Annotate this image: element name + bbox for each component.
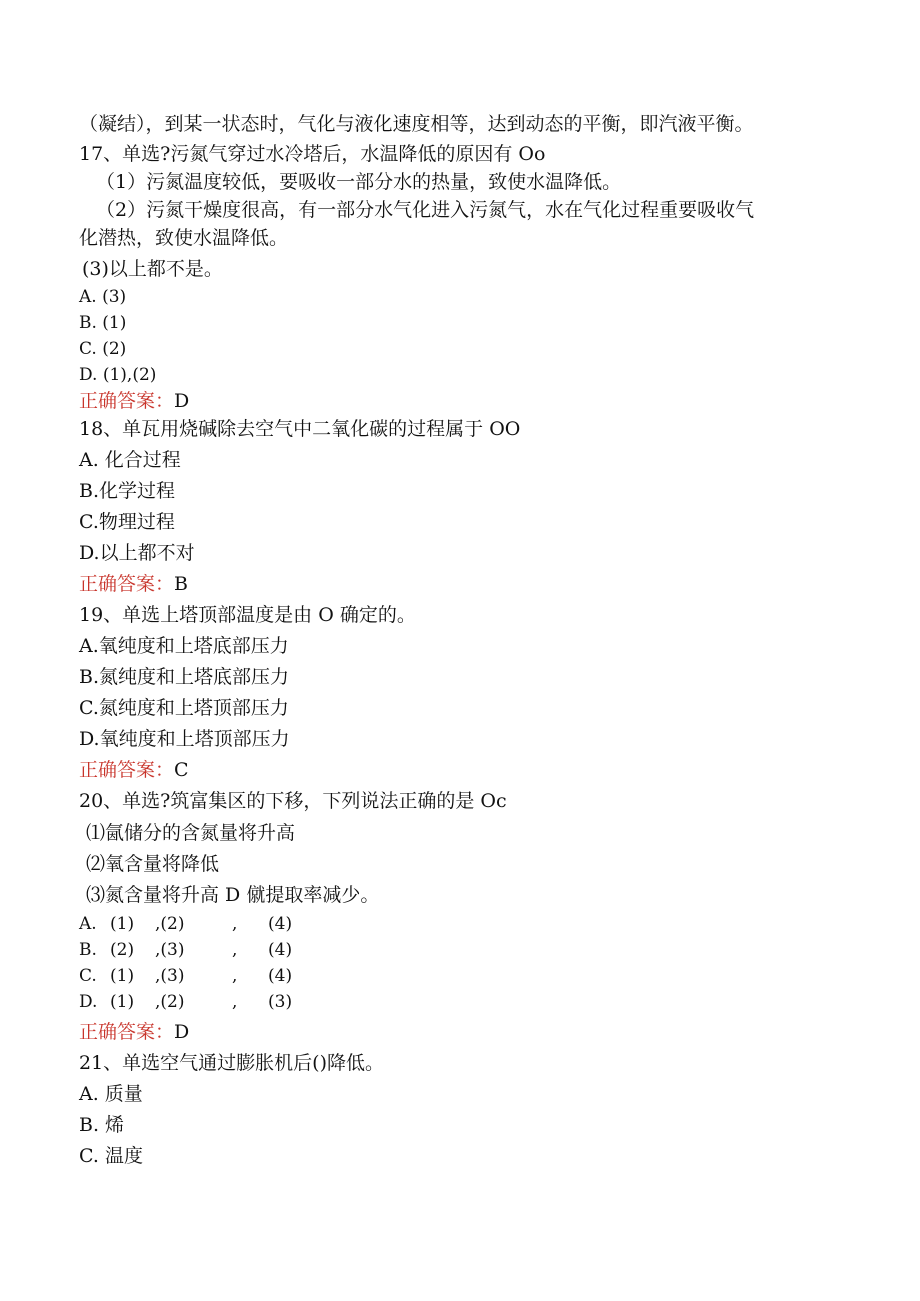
q17-option-a: A. (3) [79,287,127,307]
option-part: (1) [110,992,135,1012]
q18-option-a: A. 化合过程 [79,449,181,471]
q20-option-b [79,938,339,962]
option-part: ,(2) [155,992,185,1012]
q17-statement-3: (3)以上都不是。 [82,258,223,280]
intro-line: （凝结），到某一状态时，气化与液化速度相等，达到动态的平衡，即汽液平衡。 [79,113,754,135]
option-letter: B. [79,940,97,960]
option-part: (1) [110,914,135,934]
option-part: , [232,992,238,1012]
q20-title: 20、单选?筑富集区的下移，下列说法正确的是 Oc [79,790,507,812]
q20-statement-1: ⑴氤储分的含氮量将升高 [86,822,296,844]
answer-label: 正确答案： [79,573,175,595]
q19-answer [79,758,189,782]
option-part: ,(2) [155,914,185,934]
option-part: , [232,940,238,960]
option-part: (4) [268,940,293,960]
answer-label: 正确答案： [79,390,175,412]
q19-option-a: A.氧纯度和上塔底部压力 [79,635,289,657]
q18-option-b: B.化学过程 [79,480,176,502]
q19-option-b: B.氮纯度和上塔底部压力 [79,666,290,688]
option-part: (1) [110,966,135,986]
q17-option-d: D. (1),(2) [79,365,157,385]
q19-option-d: D.氧纯度和上塔顶部压力 [79,728,290,750]
q18-answer [79,572,188,596]
q17-answer [79,389,189,413]
answer-letter: D [174,1021,190,1043]
q21-option-b: B. 烯 [79,1114,125,1136]
option-letter: C. [79,966,97,986]
q17-statement-1: （1）污氮温度较低，要吸收一部分水的热量，致使水温降低。 [96,171,622,193]
q19-option-c: C.氮纯度和上塔顶部压力 [79,697,289,719]
q20-statement-2: ⑵氧含量将降低 [86,853,220,875]
q19-title: 19、单选上塔顶部温度是由 O 确定的。 [79,604,416,626]
q17-statement-2a: （2）污氮干燥度很高，有一部分水气化进入污氮气，水在气化过程重要吸收气 [96,199,755,221]
answer-letter: D [174,390,190,412]
q20-option-a [79,912,339,936]
option-part: , [232,966,238,986]
option-letter: D. [79,992,98,1012]
q21-option-a: A. 质量 [79,1083,143,1105]
option-part: (3) [268,992,293,1012]
option-part: (4) [268,914,293,934]
option-letter: A. [79,914,97,934]
answer-label: 正确答案： [79,1021,175,1043]
q21-title: 21、单选空气通过膨胀机后()降低。 [79,1052,385,1074]
q20-option-c [79,964,339,988]
q20-option-d [79,990,339,1014]
answer-letter: B [174,573,188,595]
q20-statement-3: ⑶氮含量将升高 D 僦提取率减少。 [86,884,380,906]
q18-title: 18、单瓦用烧碱除去空气中二氧化碳的过程属于 OO [79,418,521,440]
option-part: (4) [268,966,293,986]
option-part: , [232,914,238,934]
q21-option-c: C. 温度 [79,1145,143,1167]
answer-label: 正确答案： [79,759,175,781]
q17-option-b: B. (1) [79,313,127,333]
answer-letter: C [174,759,189,781]
q17-statement-2b: 化潜热，致使水温降低。 [79,227,289,249]
q20-answer [79,1020,189,1044]
q17-option-c: C. (2) [79,339,127,359]
q18-option-d: D.以上都不对 [79,542,195,564]
q17-title: 17、单选?污氮气穿过水冷塔后，水温降低的原因有 Oo [79,143,546,165]
option-part: ,(3) [155,966,185,986]
q18-option-c: C.物理过程 [79,511,175,533]
option-part: ,(3) [155,940,185,960]
option-part: (2) [110,940,135,960]
